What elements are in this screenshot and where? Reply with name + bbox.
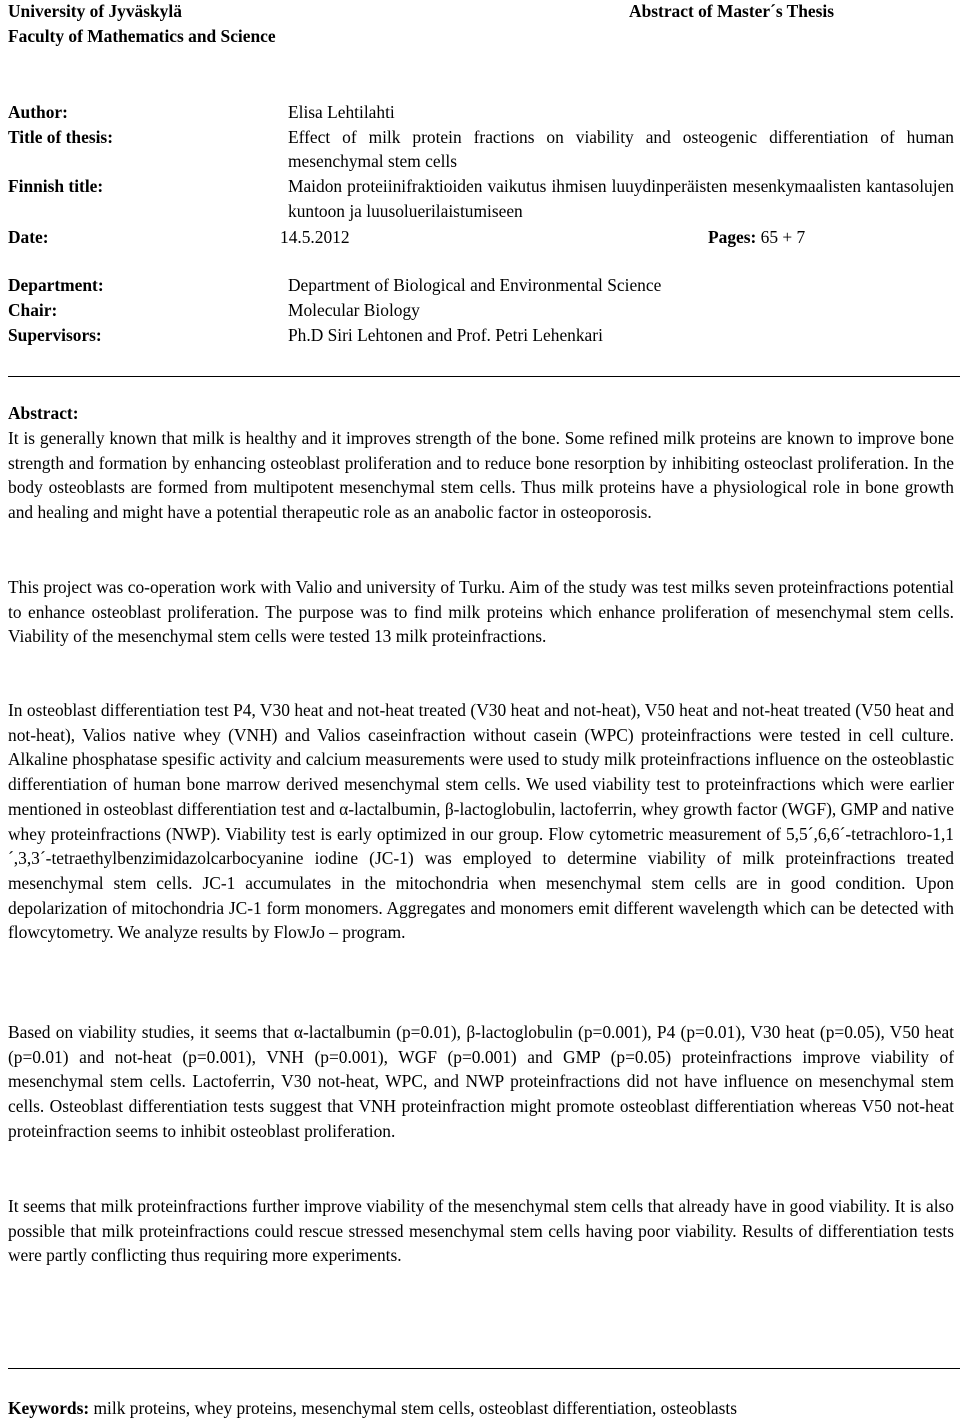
chair-label: Chair: xyxy=(8,300,58,320)
author-value: Elisa Lehtilahti xyxy=(288,102,395,122)
abstract-paragraph-3: In osteoblast differentiation test P4, V30 heat and not-heat treated (V30 heat and not-heat), V50 heat and not-heat treated (V50 heat and not-heat), Valios native whey (VNH) and Valios caseinfraction without casein (WPC) proteinfractions were tested in cell culture. Alkaline phosphatase spesific activity and calcium measurements were used to study milk proteinfractions influence on the osteoblastic differentiation of human bone marrow derived mesenchymal stem cells. We used viability test to proteinfractions which were earlier mentioned in osteoblast differentiation test and α-lactalbumin, β-lactoglobulin, lactoferrin, whey growth factor (WGF), GMP and native whey proteinfractions (NWP). Viability test is early optimized in our group. Flow cytometric measurement of 5,5´,6,6´-tetrachloro-1,1´,3,3´-tetraethylbenzimidazolcarbocyanine iodine (JC-1) was employed to determine viability of milk proteinfractions treated mesenchymal stem cells. JC-1 accumulates in the mitochondria when mesenchymal stem cells are in good condition. Upon depolarization of mitochondria JC-1 form monomers. Aggregates and monomers emit different wavelength which can be detected with flowcytometry. We analyze results by FlowJo – program. xyxy=(8,700,954,943)
faculty-name: Faculty of Mathematics and Science xyxy=(8,25,276,46)
pages-value: 65 + 7 xyxy=(760,227,806,247)
section-divider-top xyxy=(8,376,960,377)
abstract-heading: Abstract: xyxy=(8,403,79,423)
abstract-paragraph-5: It seems that milk proteinfractions further improve viability of the mesenchymal stem cells that already have in good viability. It is also possible that milk proteinfractions could rescue stressed mesenchymal stem cells having poor viability. Results of differentiation tests were partly conflicting thus requiring more experiments. xyxy=(8,1196,954,1266)
department-label: Department: xyxy=(8,275,104,295)
pages-label: Pages: xyxy=(708,227,757,247)
supervisors-value: Ph.D Siri Lehtonen and Prof. Petri Lehenkari xyxy=(288,325,603,345)
finnish-title-label: Finnish title: xyxy=(8,176,104,196)
title-value: Effect of milk protein fractions on viability and osteogenic differentiation of human mesenchymal stem cells xyxy=(288,126,954,172)
university-name: University of Jyväskylä xyxy=(8,1,182,21)
department-value: Department of Biological and Environmental Science xyxy=(288,275,662,295)
date-label: Date: xyxy=(8,227,49,247)
abstract-paragraph-1: It is generally known that milk is healthy and it improves strength of the bone. Some refined milk proteins are known to improve bone strength and formation by enhancing osteoblast proliferation and to reduce bone resorption by inhibiting osteoclast proliferation. In the body osteoblasts are formed from multipotent mesenchymal stem cells. Thus milk proteins have a physiological role in bone growth and healing and might have a potential therapeutic role as an anabolic factor in osteoporosis. xyxy=(8,428,954,523)
author-label: Author: xyxy=(8,102,68,122)
keywords-label: Keywords: xyxy=(8,1398,90,1418)
document-type: Abstract of Master´s Thesis xyxy=(629,1,834,21)
abstract-paragraph-2: This project was co-operation work with Valio and university of Turku. Aim of the study was test milks seven proteinfractions potential to enhance osteoblast proliferation. The purpose was to find milk proteins which enhance proliferation of mesenchymal stem cells. Viability of the mesenchymal stem cells were tested 13 milk proteinfractions. xyxy=(8,577,954,647)
pages-field xyxy=(708,225,805,250)
keywords-row xyxy=(8,1396,954,1421)
abstract-paragraph-4: Based on viability studies, it seems that α-lactalbumin (p=0.01), β-lactoglobulin (p=0.001), P4 (p=0.01), V30 heat (p=0.05), V50 heat (p=0.01) and not-heat (p=0.001), VNH (p=0.001), WGF (p=0.001) and GMP (p=0.05) proteinfractions improve viability of mesenchymal stem cells. Lactoferrin, V30 not-heat, WPC, and NWP proteinfractions did not have influence on mesenchymal stem cells. Osteoblast differentiation tests suggest that VNH proteinfraction might promote osteoblast differentiation whereas V50 not-heat proteinfraction seems to inhibit osteoblast proliferation. xyxy=(8,1022,954,1141)
finnish-title-value: Maidon proteiinifraktioiden vaikutus ihmisen luuydinperäisten mesenkymaalisten kantasolujen kuntoon ja luusoluerilaistumiseen xyxy=(288,176,954,221)
chair-value: Molecular Biology xyxy=(288,300,420,320)
title-label: Title of thesis: xyxy=(8,126,113,147)
supervisors-label: Supervisors: xyxy=(8,325,102,345)
date-value: 14.5.2012 xyxy=(280,227,350,247)
section-divider-bottom xyxy=(8,1368,960,1369)
keywords-value: milk proteins, whey proteins, mesenchymal stem cells, osteoblast differentiation, osteoblasts xyxy=(93,1398,738,1418)
